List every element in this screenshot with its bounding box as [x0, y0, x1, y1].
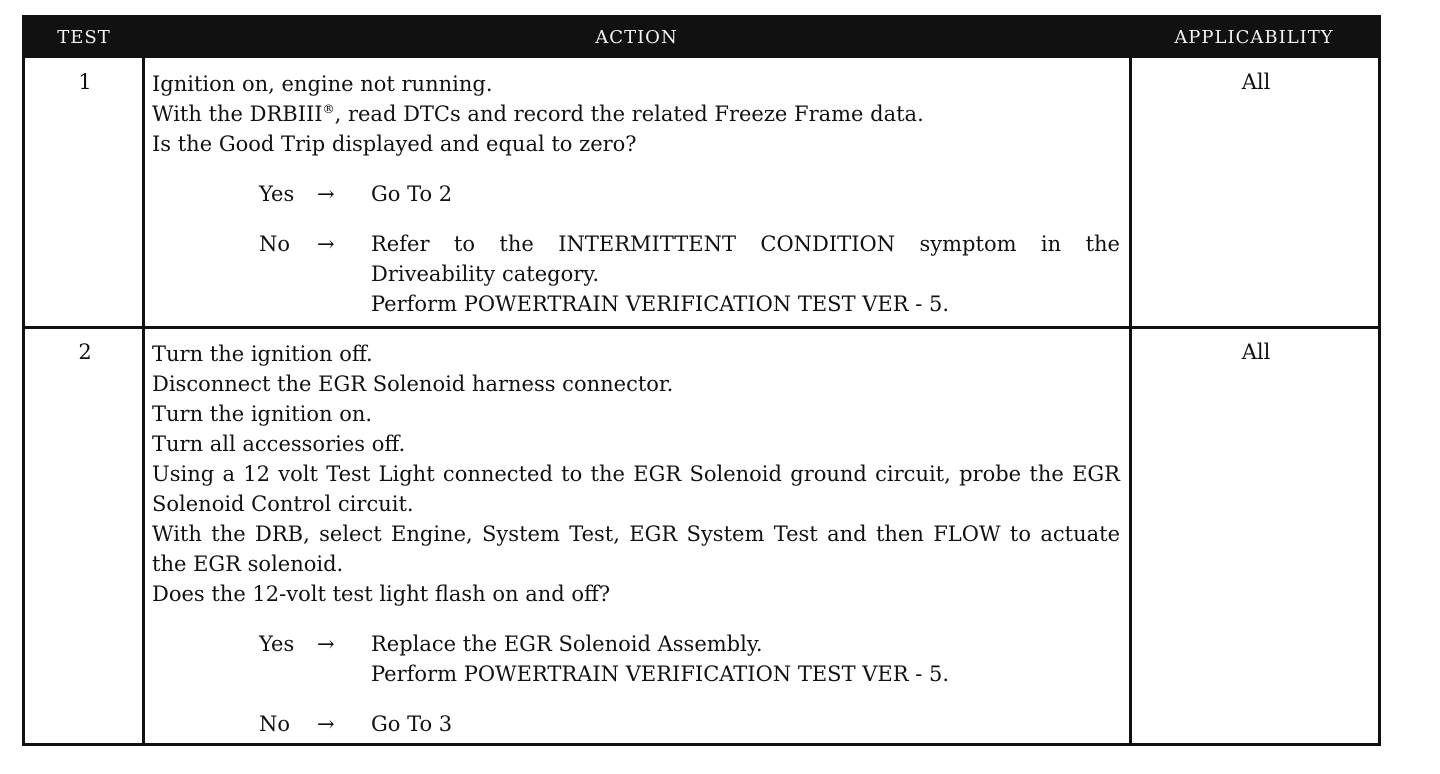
no-result: Refer to the INTERMITTENT CONDITION symptom in the Driveability category.: [371, 232, 1120, 286]
step-text: With the DRBIII: [152, 102, 323, 126]
action-step: Turn the ignition off.: [152, 342, 373, 366]
action-cell: [152, 339, 1120, 739]
row-divider: [25, 326, 1378, 329]
column-divider: [1129, 58, 1132, 743]
action-cell: [152, 69, 1120, 319]
registered-mark: ®: [322, 102, 335, 116]
yes-result: Perform POWERTRAIN VERIFICATION TEST VER - 5.: [371, 662, 950, 686]
action-step: Disconnect the EGR Solenoid harness connector.: [152, 372, 674, 396]
test-table: [22, 15, 1381, 746]
action-step: Using a 12 volt Test Light connected to the EGR Solenoid ground circuit, probe the EGR Solenoid Control circuit.: [152, 462, 1120, 516]
test-number: 1: [78, 70, 92, 94]
no-result: Perform POWERTRAIN VERIFICATION TEST VER - 5.: [371, 292, 950, 316]
header-action: ACTION: [595, 27, 678, 48]
action-step: Turn all accessories off.: [152, 432, 406, 456]
arrow-icon: →: [317, 182, 335, 206]
header-test: TEST: [57, 27, 111, 48]
arrow-icon: →: [317, 232, 335, 256]
action-step: Ignition on, engine not running.: [152, 72, 493, 96]
no-label: No: [259, 712, 291, 736]
action-question: Does the 12-volt test light flash on and off?: [152, 582, 611, 606]
action-step: With the DRB, select Engine, System Test, EGR System Test and then FLOW to actuate the EGR solenoid.: [152, 522, 1120, 576]
header-applicability: APPLICABILITY: [1174, 27, 1334, 48]
arrow-icon: →: [317, 632, 335, 656]
yes-branch: [259, 629, 1120, 689]
yes-result: Go To 2: [371, 182, 453, 206]
applicability-value: All: [1241, 340, 1271, 364]
arrow-icon: →: [317, 712, 335, 736]
yes-label: Yes: [259, 182, 295, 206]
applicability-value: All: [1241, 70, 1271, 94]
yes-label: Yes: [259, 632, 295, 656]
test-number: 2: [78, 340, 92, 364]
step-text: , read DTCs and record the related Freeze Frame data.: [334, 102, 924, 126]
yes-result: Replace the EGR Solenoid Assembly.: [371, 632, 763, 656]
column-divider: [142, 58, 145, 743]
no-label: No: [259, 232, 291, 256]
no-branch: [259, 709, 1120, 739]
action-step: [152, 99, 1120, 129]
no-result: Go To 3: [371, 712, 453, 736]
action-question: Is the Good Trip displayed and equal to zero?: [152, 132, 637, 156]
table-header: [25, 18, 1378, 58]
no-branch: [259, 229, 1120, 319]
action-step: Turn the ignition on.: [152, 402, 373, 426]
yes-branch: [259, 179, 1120, 209]
